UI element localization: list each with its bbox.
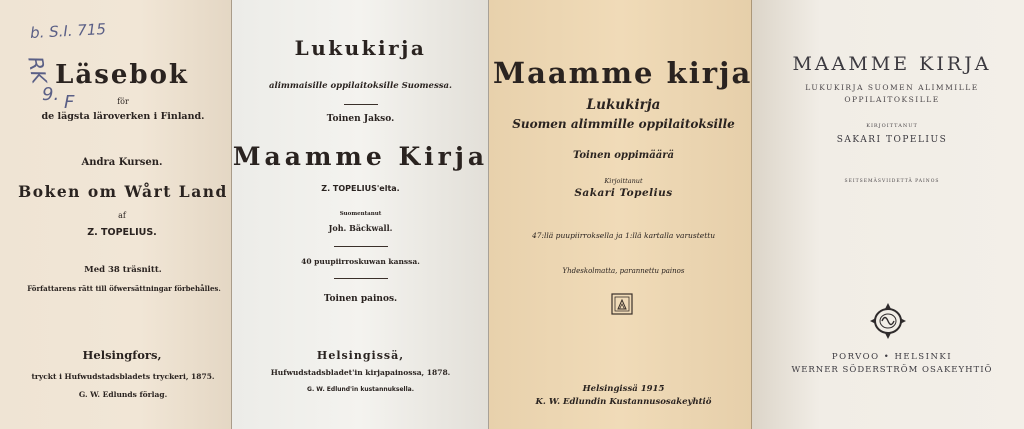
author: SAKARI TOPELIUS <box>836 135 948 145</box>
part-label: Toinen Jakso. <box>326 114 395 124</box>
page-title: MAAMME KIRJA <box>792 53 992 75</box>
translated-label: Suomentanut <box>339 211 382 217</box>
imprint-publisher: WERNER SÖDERSTRÖM OSAKEYHTIÖ <box>791 365 993 375</box>
page-subtitle: LUKUKIRJA SUOMEN ALIMMILLE <box>805 83 979 92</box>
author: Z. TOPELIUS. <box>87 227 157 238</box>
title-page-lasebok <box>0 0 232 429</box>
author: Z. TOPELIUS'elta. <box>321 184 400 193</box>
translator: Joh. Bäckwall. <box>328 223 393 233</box>
imprint-publisher: G. W. Edlund'in kustannuksella. <box>307 386 414 393</box>
imprint-city: Helsingissä, <box>316 349 405 362</box>
page-title: Läsebok <box>55 60 189 90</box>
book-title: Maamme Kirja <box>232 142 489 171</box>
imprint-printer: Hufwudstadsbladet'in kirjapainossa, 1878. <box>270 368 451 377</box>
preposition: för <box>117 97 129 106</box>
pencil-shelfmark: b. S.I. 715 <box>29 20 107 42</box>
divider <box>334 278 388 279</box>
imprint-printer: tryckt i Hufwudstadsbladets tryckeri, 1875. <box>31 372 215 381</box>
title-page-lukukirja <box>232 0 489 429</box>
page-subtitle: Suomen alimmille oppilaitoksille <box>512 117 735 131</box>
written-by-label: KIRJOITTANUT <box>866 123 918 129</box>
rights-note: Författarens rätt till öfwersättningar förbehålles. <box>27 284 221 293</box>
divider <box>344 104 378 105</box>
page-title: Lukukirja <box>294 36 427 60</box>
edition: Toinen painos. <box>323 294 398 304</box>
pencil-mark: RK <box>23 54 52 86</box>
page-title: Maamme kirja <box>493 56 752 90</box>
pencil-mark: F <box>64 92 75 113</box>
imprint-publisher: G. W. Edlunds förlag. <box>78 390 168 399</box>
title-page-maamme-kirja-wsoy <box>752 0 1024 429</box>
course: Toinen oppimäärä <box>573 150 674 161</box>
preposition: af <box>118 211 126 220</box>
wsoy-publisher-emblem-icon <box>866 300 910 340</box>
course: Andra Kursen. <box>81 157 163 168</box>
page-subtitle: Lukukirja <box>586 97 661 113</box>
imprint-city-year: Helsingissä 1915 <box>582 384 665 394</box>
imprint-cities: PORVOO • HELSINKI <box>831 352 953 362</box>
page-subtitle: OPPILAITOKSILLE <box>844 95 940 104</box>
page-subtitle: de lägsta läroverken i Finland. <box>41 111 205 122</box>
book-title: Boken om Wårt Land <box>18 182 228 201</box>
edition: SEITSEMÄSVIIDETTÄ PAINOS <box>844 179 940 184</box>
illustrations-note: 40 puupiirroskuwan kanssa. <box>301 257 420 266</box>
page-subtitle: alimmaisille oppilaitoksille Suomessa. <box>268 81 453 91</box>
title-page-maamme-kirja-1915 <box>489 0 752 429</box>
publisher-mark-icon <box>611 293 633 315</box>
divider <box>334 246 388 247</box>
imprint-city: Helsingfors, <box>82 348 162 362</box>
illustrations-note: 47:llä puupiirroksella ja 1:llä kartalla varustettu <box>531 231 716 240</box>
illustrations-note: Med 38 träsnitt. <box>84 265 162 275</box>
imprint-publisher: K. W. Edlundin Kustannusosakeyhtiö <box>535 397 712 407</box>
written-by-label: Kirjoittanut <box>604 177 643 185</box>
author: Sakari Topelius <box>574 187 673 199</box>
edition: Yhdeskolmatta, parannettu painos <box>562 267 685 275</box>
pencil-mark: 9. <box>42 84 60 105</box>
